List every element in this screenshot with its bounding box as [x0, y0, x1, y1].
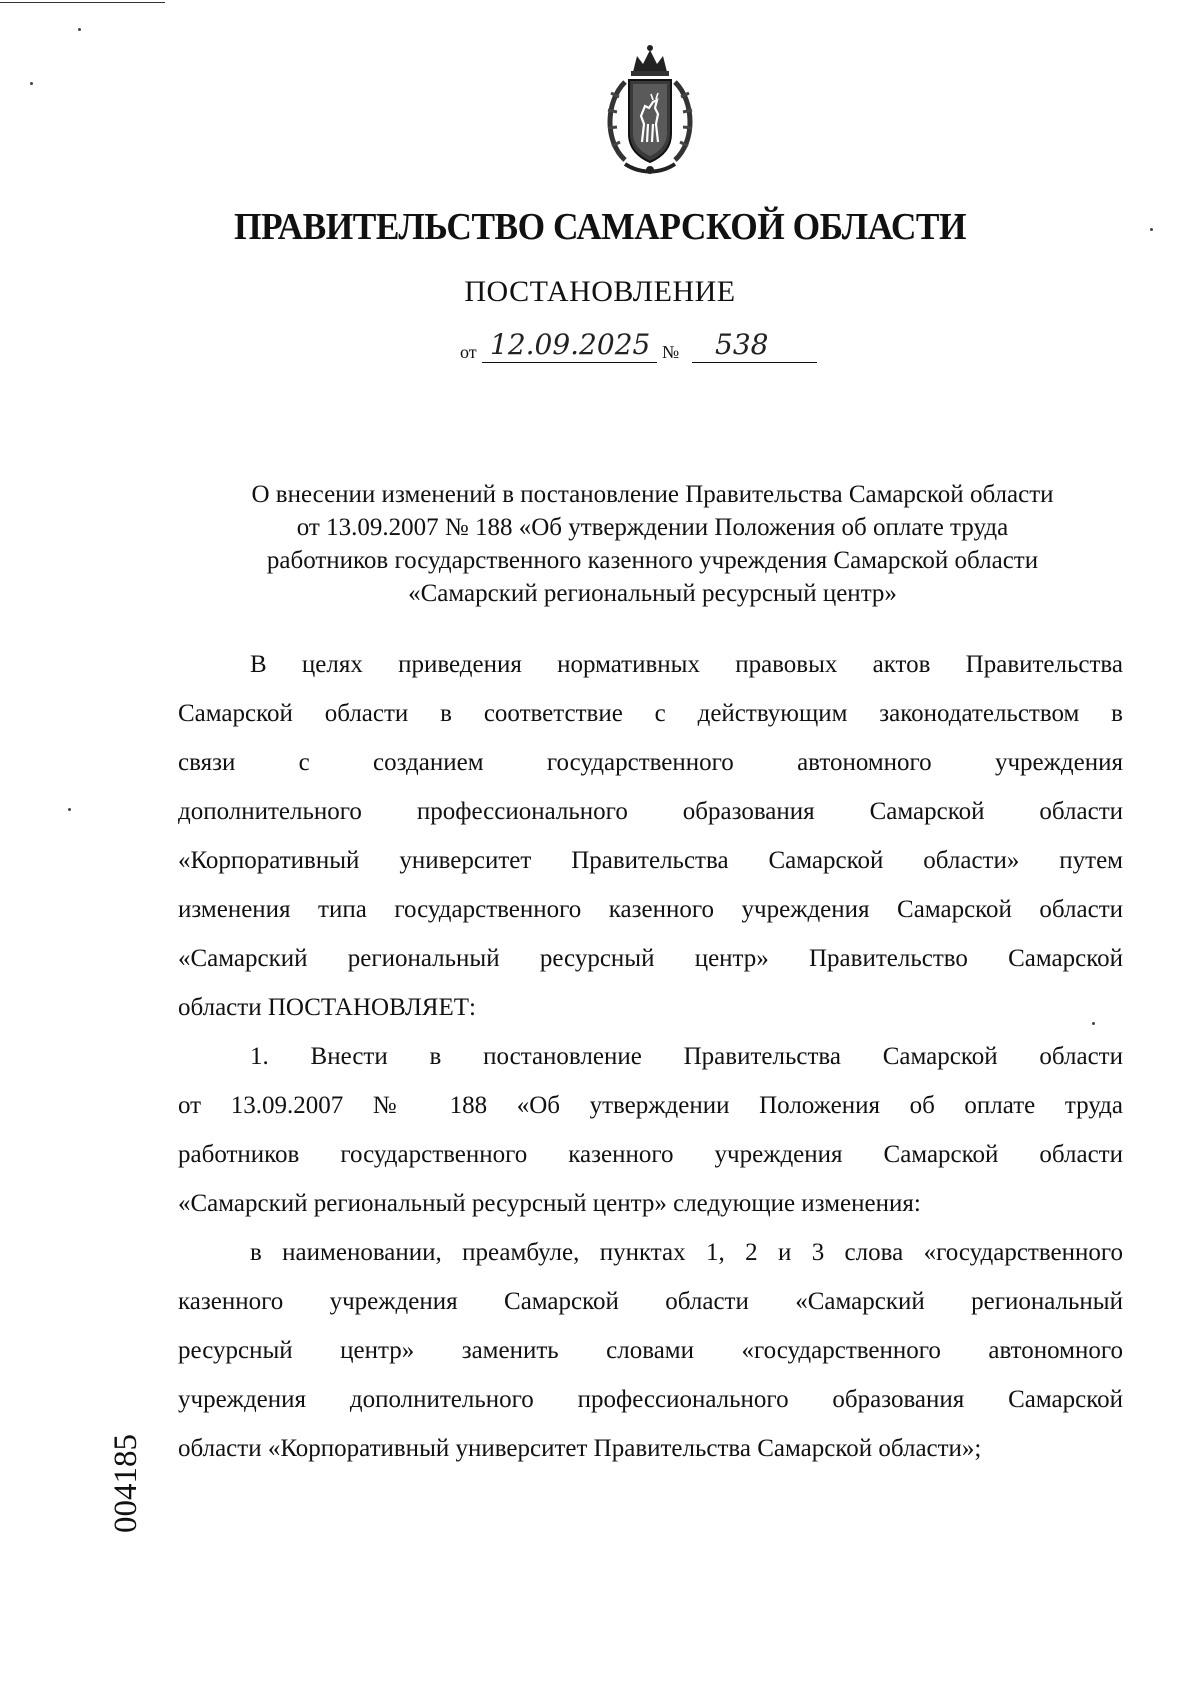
scan-edge-line [0, 2, 165, 3]
document-title [185, 478, 1120, 610]
date-underline [482, 362, 657, 363]
body-line: ресурсный центр» заменить словами «государственного автономного [178, 1337, 1123, 1364]
body-line: «Самарский региональный ресурсный центр» Правительство Самарской [178, 945, 1123, 972]
body-line: В целях приведения нормативных правовых актов Правительства [250, 651, 1123, 678]
title-line: О внесении изменений в постановление Правительства Самарской области [251, 481, 1054, 508]
side-serial-number: 004185 [108, 1434, 144, 1533]
title-line: работников государственного казенного учреждения Самарской области [266, 547, 1039, 574]
number-label: № [662, 342, 680, 362]
scan-speck [30, 82, 33, 85]
body-line: дополнительного профессионального образования Самарской области [178, 798, 1123, 825]
body-line: в наименовании, преамбуле, пунктах 1, 2 и 3 слова «государственного [250, 1239, 1123, 1266]
body-line: казенного учреждения Самарской области «Самарский региональный [178, 1288, 1123, 1315]
body-line: 1. Внести в постановление Правительства Самарской области [250, 1043, 1123, 1070]
date-value: 12.09.2025 [490, 328, 651, 361]
coat-of-arms-icon [595, 42, 705, 178]
body-line: изменения типа государственного казенного учреждения Самарской области [178, 896, 1123, 923]
body-line: области ПОСТАНОВЛЯЕТ: [178, 994, 476, 1021]
body-line: учреждения дополнительного профессионального образования Самарской [178, 1386, 1123, 1413]
body-line: Самарской области в соответствие с действующим законодательством в [178, 700, 1123, 727]
scan-speck [68, 808, 71, 811]
body-line: «Самарский региональный ресурсный центр» следующие изменения: [178, 1190, 921, 1217]
body-line: связи с созданием государственного автономного учреждения [178, 749, 1123, 776]
title-line: от 13.09.2007 № 188 «Об утверждении Положения об оплате труда [296, 514, 1009, 541]
body-line: «Корпоративный университет Правительства Самарской области» путем [178, 847, 1123, 874]
document-body [178, 640, 1123, 1473]
body-line: работников государственного казенного учреждения Самарской области [178, 1141, 1123, 1168]
number-value: 538 [715, 328, 769, 361]
body-line: области «Корпоративный университет Правительства Самарской области»; [178, 1435, 982, 1462]
body-line: от 13.09.2007 № 188 «Об утверждении Положения об оплате труда [178, 1092, 1123, 1119]
organization-title: ПРАВИТЕЛЬСТВО САМАРСКОЙ ОБЛАСТИ [233, 206, 967, 248]
title-line: «Самарский региональный ресурсный центр» [408, 580, 897, 607]
scan-speck [1092, 1022, 1095, 1025]
date-label: от [460, 342, 477, 362]
date-number-line [460, 328, 860, 368]
number-underline [692, 362, 817, 363]
scan-speck [1150, 228, 1153, 231]
scan-speck [78, 28, 81, 31]
document-type: ПОСТАНОВЛЕНИЕ [464, 275, 736, 308]
